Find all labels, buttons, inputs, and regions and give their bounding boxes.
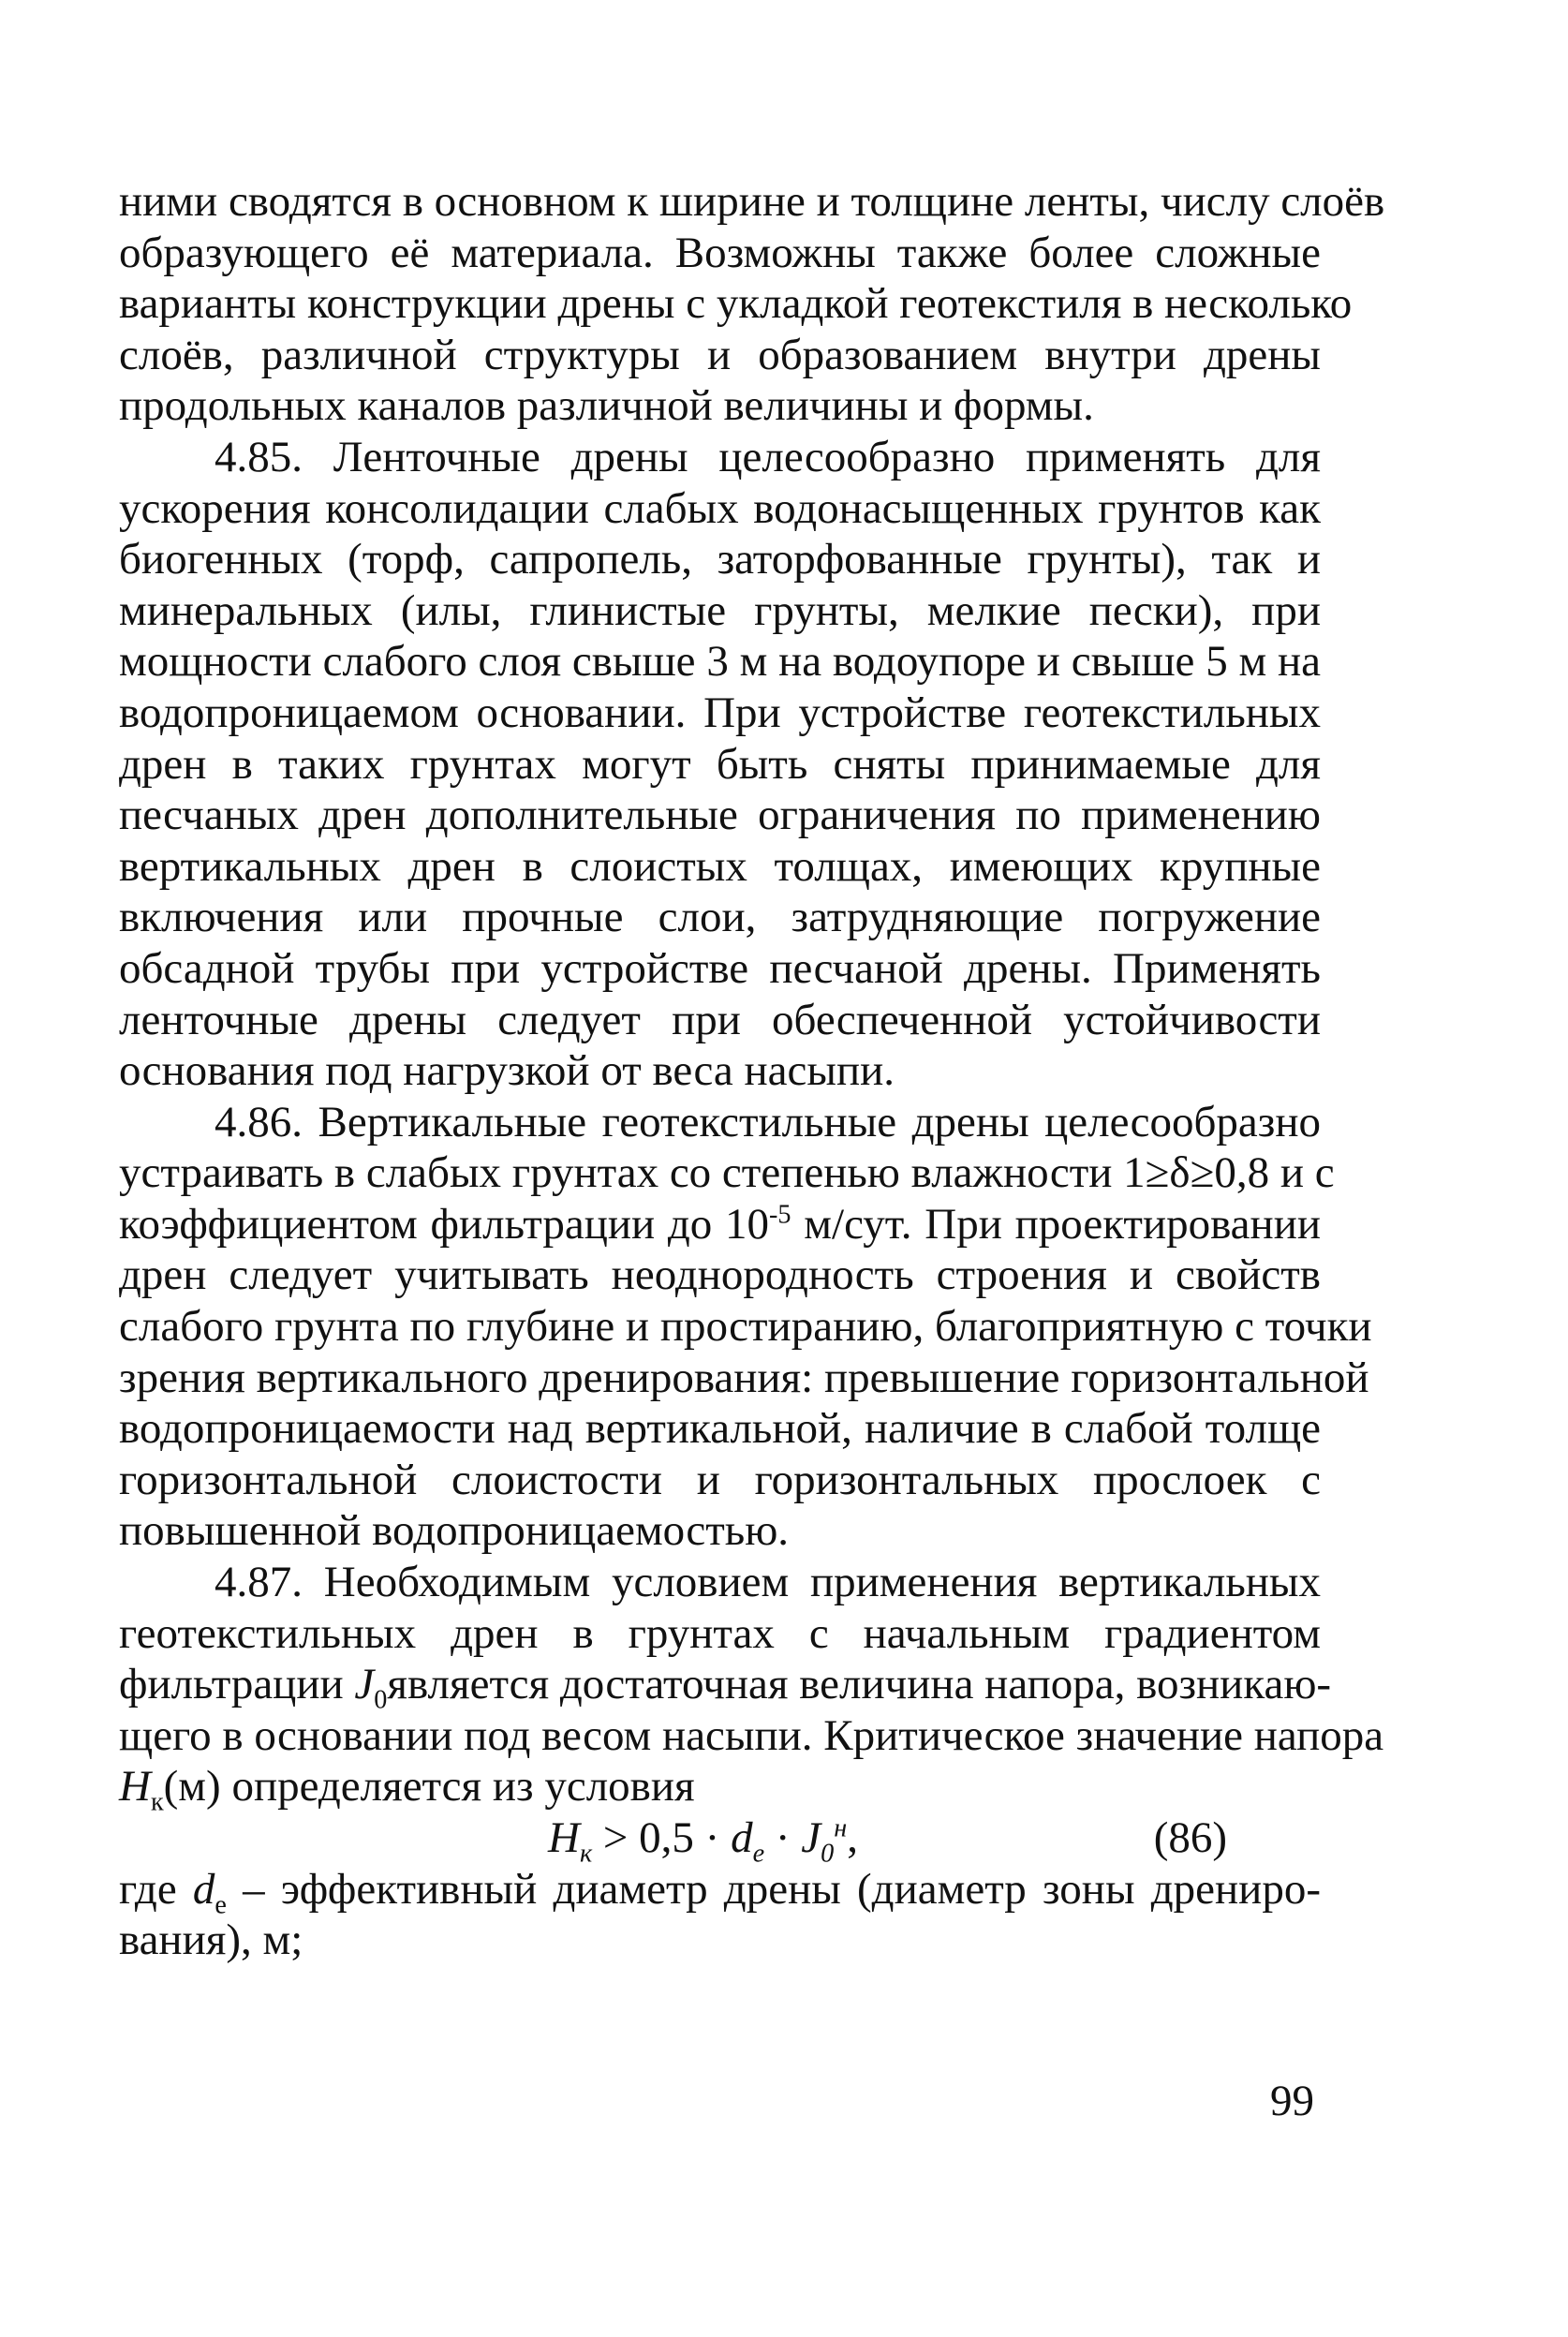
definition-line: вания), м; [119, 1915, 303, 1965]
paragraph-4-87-start: 4.87. Необходимым условием применения вертикальных [214, 1558, 1321, 1607]
text-line: водопроницаемости над вертикальной, наличие в слабой толще [119, 1404, 1321, 1454]
text-line: слоёв, различной структуры и образованием внутри дрены [119, 330, 1321, 379]
text-line: повышенной водопроницаемостью. [119, 1506, 790, 1556]
text-line: слабого грунта по глубине и простиранию, благоприятную с точки [119, 1302, 1372, 1352]
text-segment: где [119, 1864, 193, 1914]
text-line: продольных каналов различной величины и формы. [119, 381, 1094, 431]
text-segment: – эффективный диаметр дрены (диаметр зоны дрениро- [226, 1864, 1321, 1914]
text-line: геотекстильных дрен в грунтах с начальным градиентом [119, 1608, 1321, 1658]
text-line: мощности слабого слоя свыше 3 м на водоупоре и свыше 5 м на [119, 637, 1321, 687]
text-line [119, 1761, 1321, 1817]
text-line: щего в основании под весом насыпи. Критическое значение напора [119, 1710, 1384, 1760]
text-line: устраивать в слабых грунтах со степенью влажности 1≥δ≥0,8 и с [119, 1148, 1335, 1198]
text-line: дрен следует учитывать неоднородность строения и свойств [119, 1250, 1321, 1300]
text-segment: м/сут. При проектировании [791, 1199, 1322, 1249]
text-line: биогенных (торф, сапропель, заторфованные грунты), так и [119, 535, 1321, 584]
formula-var-j: J [801, 1813, 821, 1862]
text-line: дрен в таких грунтах могут быть сняты принимаемые для [119, 739, 1321, 789]
formula-var-h: H [548, 1813, 580, 1862]
paragraph-4-86-start: 4.86. Вертикальные геотекстильные дрены целесообразно [214, 1097, 1321, 1146]
text-segment: фильтрации [119, 1660, 355, 1709]
exponent: -5 [769, 1200, 791, 1230]
text-line: ускорения консолидации слабых водонасыщенных грунтов как [119, 483, 1321, 533]
definition-line [119, 1864, 1321, 1919]
formula-var-d: d [731, 1813, 753, 1862]
variable-d: d [192, 1864, 215, 1914]
variable-h: H [119, 1762, 151, 1812]
text-line: включения или прочные слои, затрудняющие погружение [119, 893, 1321, 942]
formula-sub: к [579, 1839, 593, 1869]
text-line: ними сводятся в основном к ширине и толщине ленты, числу слоёв [119, 177, 1385, 226]
variable-j: J [354, 1660, 375, 1709]
text-line: минеральных (илы, глинистые грунты, мелкие пески), при [119, 585, 1321, 635]
subscript: 0 [374, 1685, 388, 1715]
formula-tail: , [847, 1813, 858, 1862]
text-line: варианты конструкции дрены с укладкой геотекстиля в несколько [119, 279, 1353, 329]
text-line: образующего её материала. Возможны также более сложные [119, 228, 1321, 277]
paragraph-4-85-start: 4.85. Ленточные дрены целесообразно применять для [214, 432, 1321, 481]
text-line [119, 1659, 1332, 1715]
formula-number: (86) [1153, 1813, 1227, 1862]
text-line: ленточные дрены следует при обеспеченной устойчивости [119, 995, 1321, 1044]
text-line: водопроницаемом основании. При устройстве геотекстильных [119, 688, 1321, 737]
subscript: e [214, 1889, 227, 1919]
text-line: горизонтальной слоистости и горизонтальных прослоек с [119, 1455, 1321, 1504]
text-line: песчаных дрен дополнительные ограничения по применению [119, 791, 1321, 840]
text-line [119, 1199, 1321, 1250]
text-line: основания под нагрузкой от веса насыпи. [119, 1046, 895, 1096]
formula-sub: e [752, 1839, 765, 1869]
text-line: вертикальных дрен в слоистых толщах, имеющих крупные [119, 841, 1321, 891]
text-segment: является достаточная величина напора, возникаю- [387, 1660, 1332, 1709]
body-text [119, 176, 1385, 1966]
formula-sub: 0 [821, 1839, 835, 1869]
text-segment: коэффициентом фильтрации до 10 [119, 1199, 770, 1249]
formula-sup: н [834, 1813, 848, 1843]
formula-operator: > 0,5 · [592, 1813, 732, 1862]
text-segment: (м) определяется из условия [163, 1762, 695, 1812]
text-line: обсадной трубы при устройстве песчаной дрены. Применять [119, 943, 1321, 993]
text-line: зрения вертикального дренирования: превышение горизонтальной [119, 1353, 1369, 1402]
page-number: 99 [1270, 2077, 1314, 2125]
formula-dot: · [764, 1813, 802, 1862]
subscript: к [150, 1787, 164, 1817]
formula-row [119, 1812, 1321, 1869]
formula [548, 1812, 858, 1869]
